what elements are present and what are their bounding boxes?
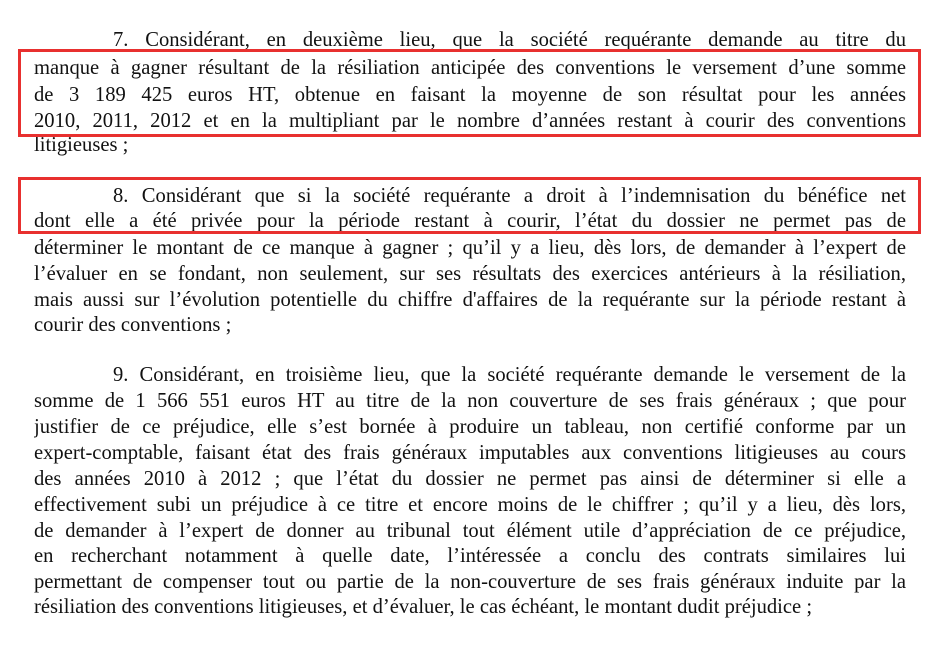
paragraph-7-line-4: 2010, 2011, 2012 et en la multipliant par le nombre d’années restant à courir des conventions — [34, 110, 906, 132]
paragraph-9-line-2: somme de 1 566 551 euros HT au titre de la non couverture de ses frais généraux ; que pour — [34, 390, 906, 412]
paragraph-7-line-2: manque à gagner résultant de la résiliation anticipée des conventions le versement d’une somme — [34, 57, 906, 79]
paragraph-9-line-9: permettant de compenser tout ou partie de la non-couverture de ses frais généraux induite par la — [34, 571, 906, 593]
paragraph-8-line-5: mais aussi sur l’évolution potentielle du chiffre d'affaires de la requérante sur la période restant à — [34, 289, 906, 311]
paragraph-9-line-1: 9. Considérant, en troisième lieu, que la société requérante demande le versement de la — [113, 364, 906, 386]
paragraph-7-line-1: 7. Considérant, en deuxième lieu, que la société requérante demande au titre du — [113, 29, 906, 51]
paragraph-8-line-6: courir des conventions ; — [34, 314, 232, 336]
paragraph-8-line-4: l’évaluer en se fondant, non seulement, sur ses résultats des exercices antérieurs à la résiliation, — [34, 263, 906, 285]
paragraph-8-line-1: 8. Considérant que si la société requérante a droit à l’indemnisation du bénéfice net — [113, 185, 906, 207]
paragraph-9-line-6: effectivement subi un préjudice à ce titre et encore moins de le chiffrer ; qu’il y a lieu, dès lors, — [34, 494, 906, 516]
paragraph-7-line-5: litigieuses ; — [34, 134, 129, 156]
paragraph-9-line-10: résiliation des conventions litigieuses, et d’évaluer, le cas échéant, le montant dudit préjudice ; — [34, 596, 813, 618]
paragraph-9-line-5: des années 2010 à 2012 ; que l’état du dossier ne permet pas ainsi de déterminer si elle a — [34, 468, 906, 490]
paragraph-9-line-4: expert-comptable, faisant état des frais généraux imputables aux conventions litigieuses au cours — [34, 442, 906, 464]
paragraph-8-line-3: déterminer le montant de ce manque à gagner ; qu’il y a lieu, dès lors, de demander à l’expert de — [34, 237, 906, 259]
paragraph-8-line-2: dont elle a été privée pour la période restant à courir, l’état du dossier ne permet pas de — [34, 210, 906, 232]
paragraph-9-line-7: de demander à l’expert de donner au tribunal tout élément utile d’appréciation de ce préjudice, — [34, 520, 906, 542]
paragraph-9-line-8: en recherchant notamment à quelle date, l’intéressée a conclu des contrats similaires lui — [34, 545, 906, 567]
paragraph-7-line-3: de 3 189 425 euros HT, obtenue en faisant la moyenne de son résultat pour les années — [34, 84, 906, 106]
paragraph-9-line-3: justifier de ce préjudice, elle s’est bornée à produire un tableau, non certifié conforme par un — [34, 416, 906, 438]
